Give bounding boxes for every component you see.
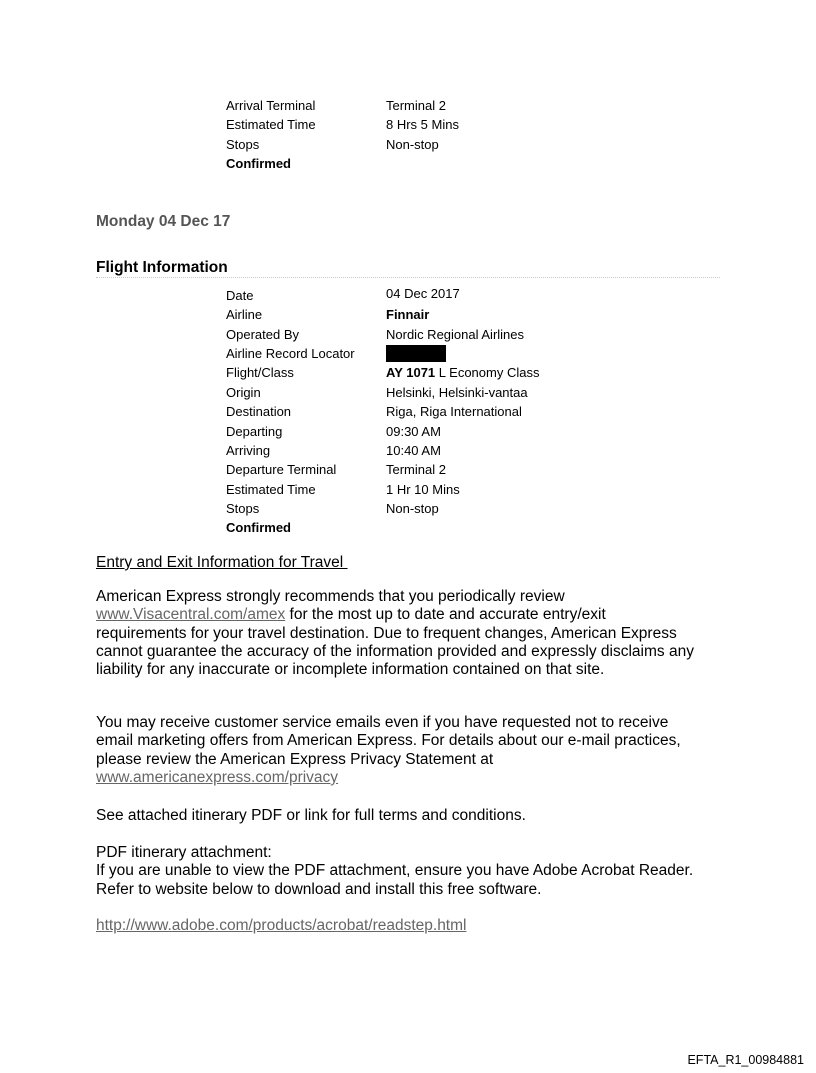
stops-label: Stops — [226, 501, 260, 516]
adobe-link-line — [96, 917, 466, 935]
record-locator-value — [386, 344, 446, 363]
stops-row — [226, 499, 726, 518]
pdf-line-1: PDF itinerary attachment: — [96, 844, 272, 861]
privacy-line-1: You may receive customer service emails even if you have requested not to receive — [96, 714, 669, 731]
departing-label: Departing — [226, 424, 283, 439]
day-heading: Monday 04 Dec 17 — [96, 213, 231, 230]
destination-value: Riga, Riga International — [386, 404, 522, 419]
privacy-line-3: please review the American Express Privacy Statement at — [96, 750, 494, 768]
destination-label: Destination — [226, 404, 292, 419]
prev-estimated-time-label: Estimated Time — [226, 117, 316, 132]
document-id: EFTA_R1_00984881 — [687, 1053, 804, 1067]
entry-exit-line-4: cannot guarantee the accuracy of the information provided and expressly disclaims any — [96, 642, 694, 660]
record-locator-row — [226, 344, 726, 363]
flight-class-label: Flight/Class — [226, 365, 294, 380]
prev-arrival-terminal-row — [226, 96, 726, 115]
privacy-line-4 — [96, 769, 736, 787]
estimated-time-label: Estimated Time — [226, 482, 316, 497]
flight-date-label: Date — [226, 288, 254, 303]
flight-class-row — [226, 363, 726, 382]
departure-terminal-value: Terminal 2 — [386, 462, 446, 477]
prev-stops-label: Stops — [226, 137, 260, 152]
privacy-paragraph — [96, 714, 736, 787]
flight-status-label: Confirmed — [226, 520, 291, 535]
privacy-line-2: email marketing offers from American Express. For details about our e-mail practices, — [96, 732, 681, 750]
entry-exit-title: Entry and Exit Information for Travel — [96, 554, 348, 571]
airline-label: Airline — [226, 307, 263, 322]
origin-label: Origin — [226, 385, 261, 400]
origin-row — [226, 383, 726, 402]
departure-terminal-row — [226, 460, 726, 479]
airline-value: Finnair — [386, 307, 430, 322]
estimated-time-row — [226, 480, 726, 499]
flight-status-row — [226, 518, 726, 537]
prev-stops-value: Non-stop — [386, 137, 439, 152]
operated-by-label: Operated By — [226, 327, 299, 342]
prev-status-row — [226, 154, 726, 173]
prev-status-label: Confirmed — [226, 156, 291, 171]
privacy-link[interactable]: www.americanexpress.com/privacy — [96, 768, 339, 786]
section-divider — [96, 277, 720, 278]
arriving-row — [226, 441, 726, 460]
flight-date-row — [226, 286, 726, 305]
prev-stops-row — [226, 135, 726, 154]
entry-exit-line-3: requirements for your travel destination. Due to frequent changes, American Express — [96, 624, 677, 642]
prev-estimated-time-row — [226, 115, 726, 134]
prev-arrival-terminal-label: Arrival Terminal — [226, 98, 316, 113]
travel-class: L Economy Class — [438, 365, 540, 380]
pdf-line-2: If you are unable to view the PDF attachment, ensure you have Adobe Acrobat Reader. — [96, 862, 694, 880]
arriving-value: 10:40 AM — [386, 443, 441, 458]
prev-arrival-terminal-value: Terminal 2 — [386, 98, 446, 113]
operated-by-row — [226, 325, 726, 344]
pdf-line-3: Refer to website below to download and install this free software. — [96, 880, 542, 898]
flight-number: AY 1071 — [386, 365, 436, 380]
destination-row — [226, 402, 726, 421]
entry-exit-line-1: American Express strongly recommends that you periodically review — [96, 588, 565, 605]
pdf-paragraph — [96, 844, 736, 899]
departure-terminal-label: Departure Terminal — [226, 462, 337, 477]
prev-estimated-time-value: 8 Hrs 5 Mins — [386, 117, 459, 132]
flight-date-value: 04 Dec 2017 — [386, 286, 460, 301]
redaction-box — [386, 345, 446, 362]
arriving-label: Arriving — [226, 443, 271, 458]
airline-row — [226, 305, 726, 324]
operated-by-value: Nordic Regional Airlines — [386, 327, 525, 342]
entry-exit-paragraph — [96, 588, 736, 679]
entry-exit-line-2-rest: for the most up to date and accurate entry/exit — [285, 606, 606, 624]
record-locator-label: Airline Record Locator — [226, 346, 355, 361]
flight-info-heading: Flight Information — [96, 259, 228, 276]
flight-class-value — [386, 363, 539, 382]
adobe-link[interactable]: http://www.adobe.com/products/acrobat/readstep.html — [96, 917, 467, 934]
entry-exit-line-2 — [96, 606, 736, 624]
stops-value: Non-stop — [386, 501, 439, 516]
terms-note: See attached itinerary PDF or link for full terms and conditions. — [96, 807, 526, 824]
departing-row — [226, 422, 726, 441]
origin-value: Helsinki, Helsinki-vantaa — [386, 385, 528, 400]
entry-exit-line-5: liability for any inaccurate or incomplete information contained on that site. — [96, 661, 605, 679]
visacentral-link[interactable]: www.Visacentral.com/amex — [96, 606, 286, 624]
estimated-time-value: 1 Hr 10 Mins — [386, 482, 460, 497]
departing-value: 09:30 AM — [386, 424, 441, 439]
